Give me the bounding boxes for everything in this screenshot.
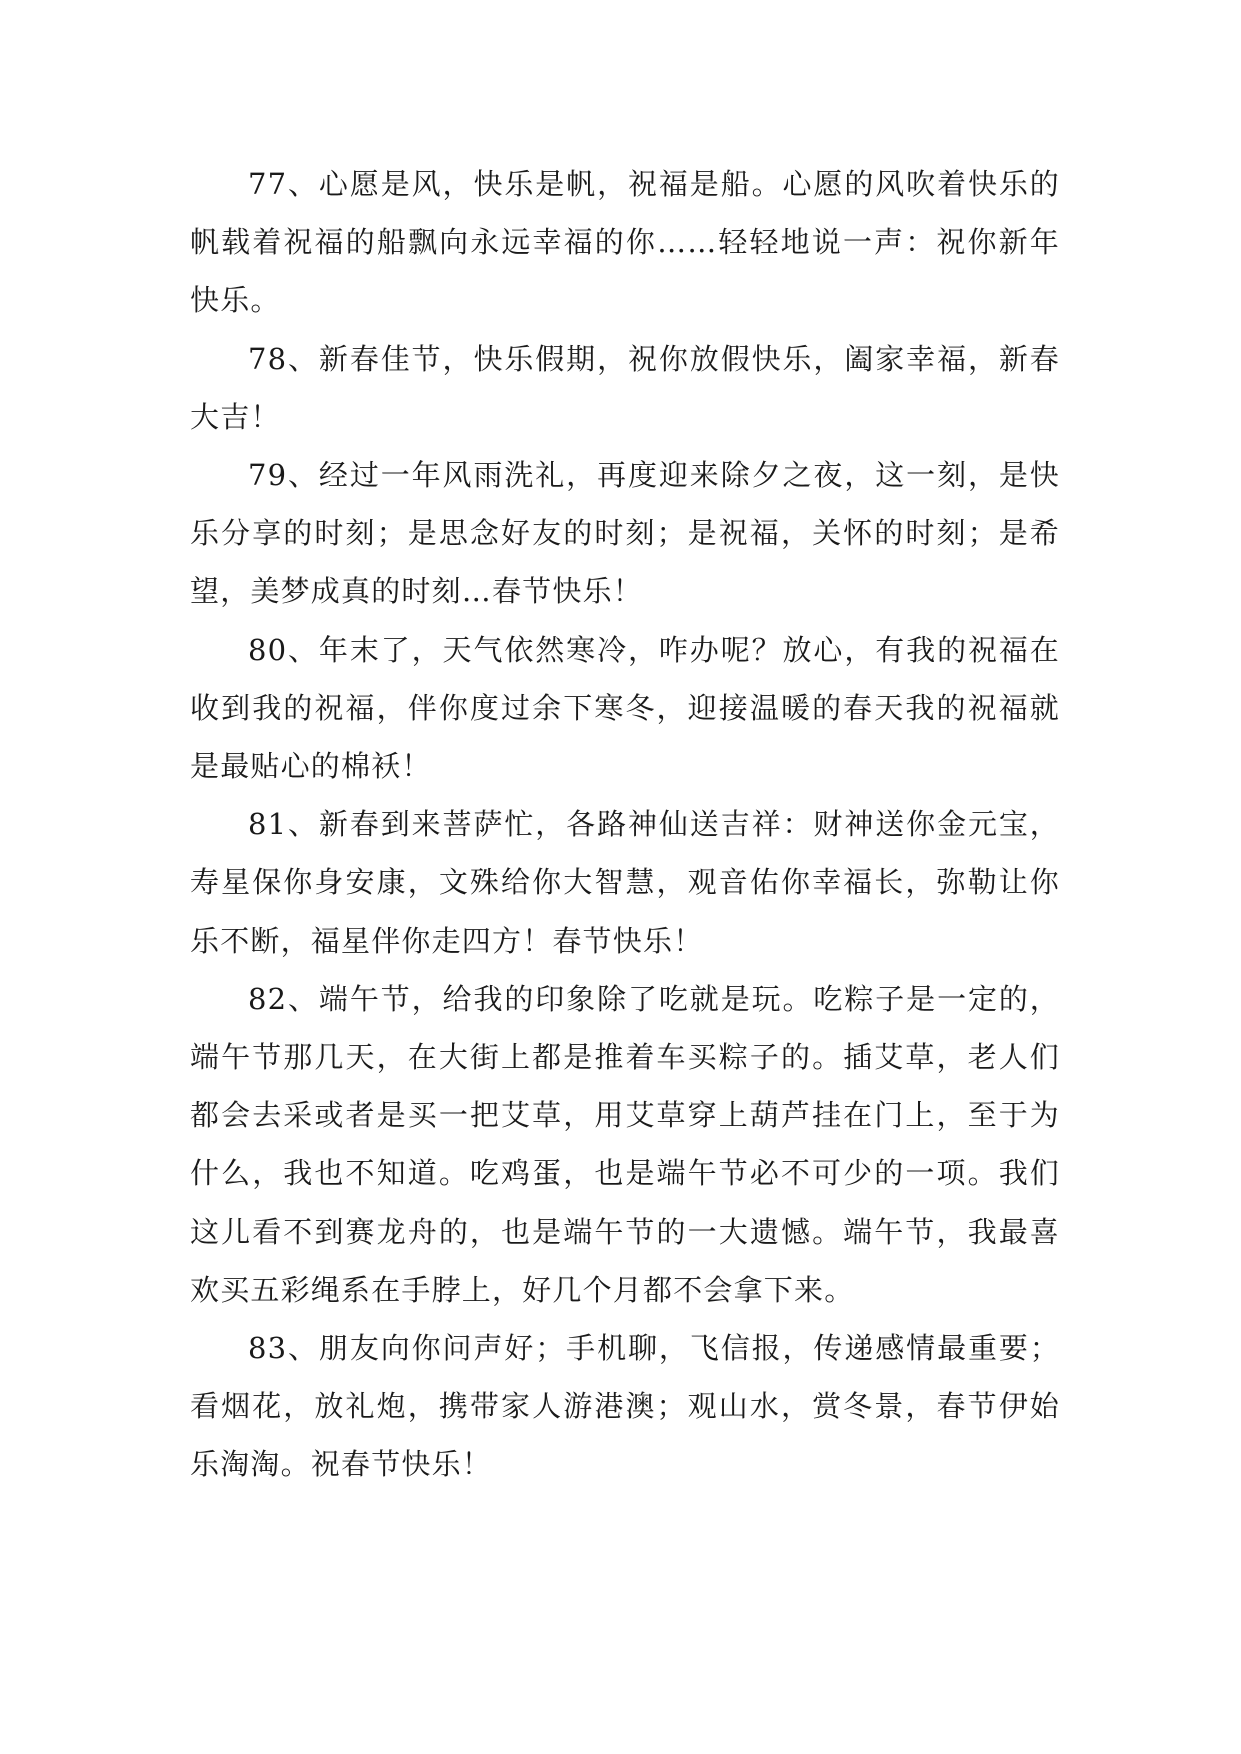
paragraph-80: 80、年末了，天气依然寒冷，咋办呢？放心，有我的祝福在收到我的祝福，伴你度过余下寒冬，迎接温暖的春天我的祝福就是最贴心的棉袄！ bbox=[190, 632, 1060, 784]
paragraph-79: 79、经过一年风雨洗礼，再度迎来除夕之夜，这一刻，是快乐分享的时刻；是思念好友的时刻；是祝福，关怀的时刻；是希望，美梦成真的时刻…春节快乐！ bbox=[190, 458, 1060, 609]
paragraph-82: 82、端午节，给我的印象除了吃就是玩。吃粽子是一定的，端午节那几天，在大街上都是推着车买粽子的。插艾草，老人们都会去采或者是买一把艾草，用艾草穿上葫芦挂在门上，至于为什么，我也不知道。吃鸡蛋，也是端午节必不可少的一项。我们这儿看不到赛龙舟的，也是端午节的一大遗憾。端午节，我最喜欢买五彩绳系在手脖上，好几个月都不会拿下来。 bbox=[190, 981, 1060, 1307]
paragraph-77: 77、心愿是风，快乐是帆，祝福是船。心愿的风吹着快乐的帆载着祝福的船飘向永远幸福的你……轻轻地说一声：祝你新年快乐。 bbox=[190, 167, 1060, 318]
paragraph-83: 83、朋友向你问声好；手机聊，飞信报，传递感情最重要；看烟花，放礼炮，携带家人游港澳；观山水，赏冬景，春节伊始乐淘淘。祝春节快乐！ bbox=[190, 1331, 1060, 1482]
document-body bbox=[190, 155, 1060, 1494]
paragraph-78: 78、新春佳节，快乐假期，祝你放假快乐，阖家幸福，新春大吉！ bbox=[190, 341, 1060, 434]
paragraph-81: 81、新春到来菩萨忙，各路神仙送吉祥：财神送你金元宝，寿星保你身安康，文殊给你大智慧，观音佑你幸福长，弥勒让你乐不断，福星伴你走四方！春节快乐！ bbox=[190, 807, 1060, 958]
